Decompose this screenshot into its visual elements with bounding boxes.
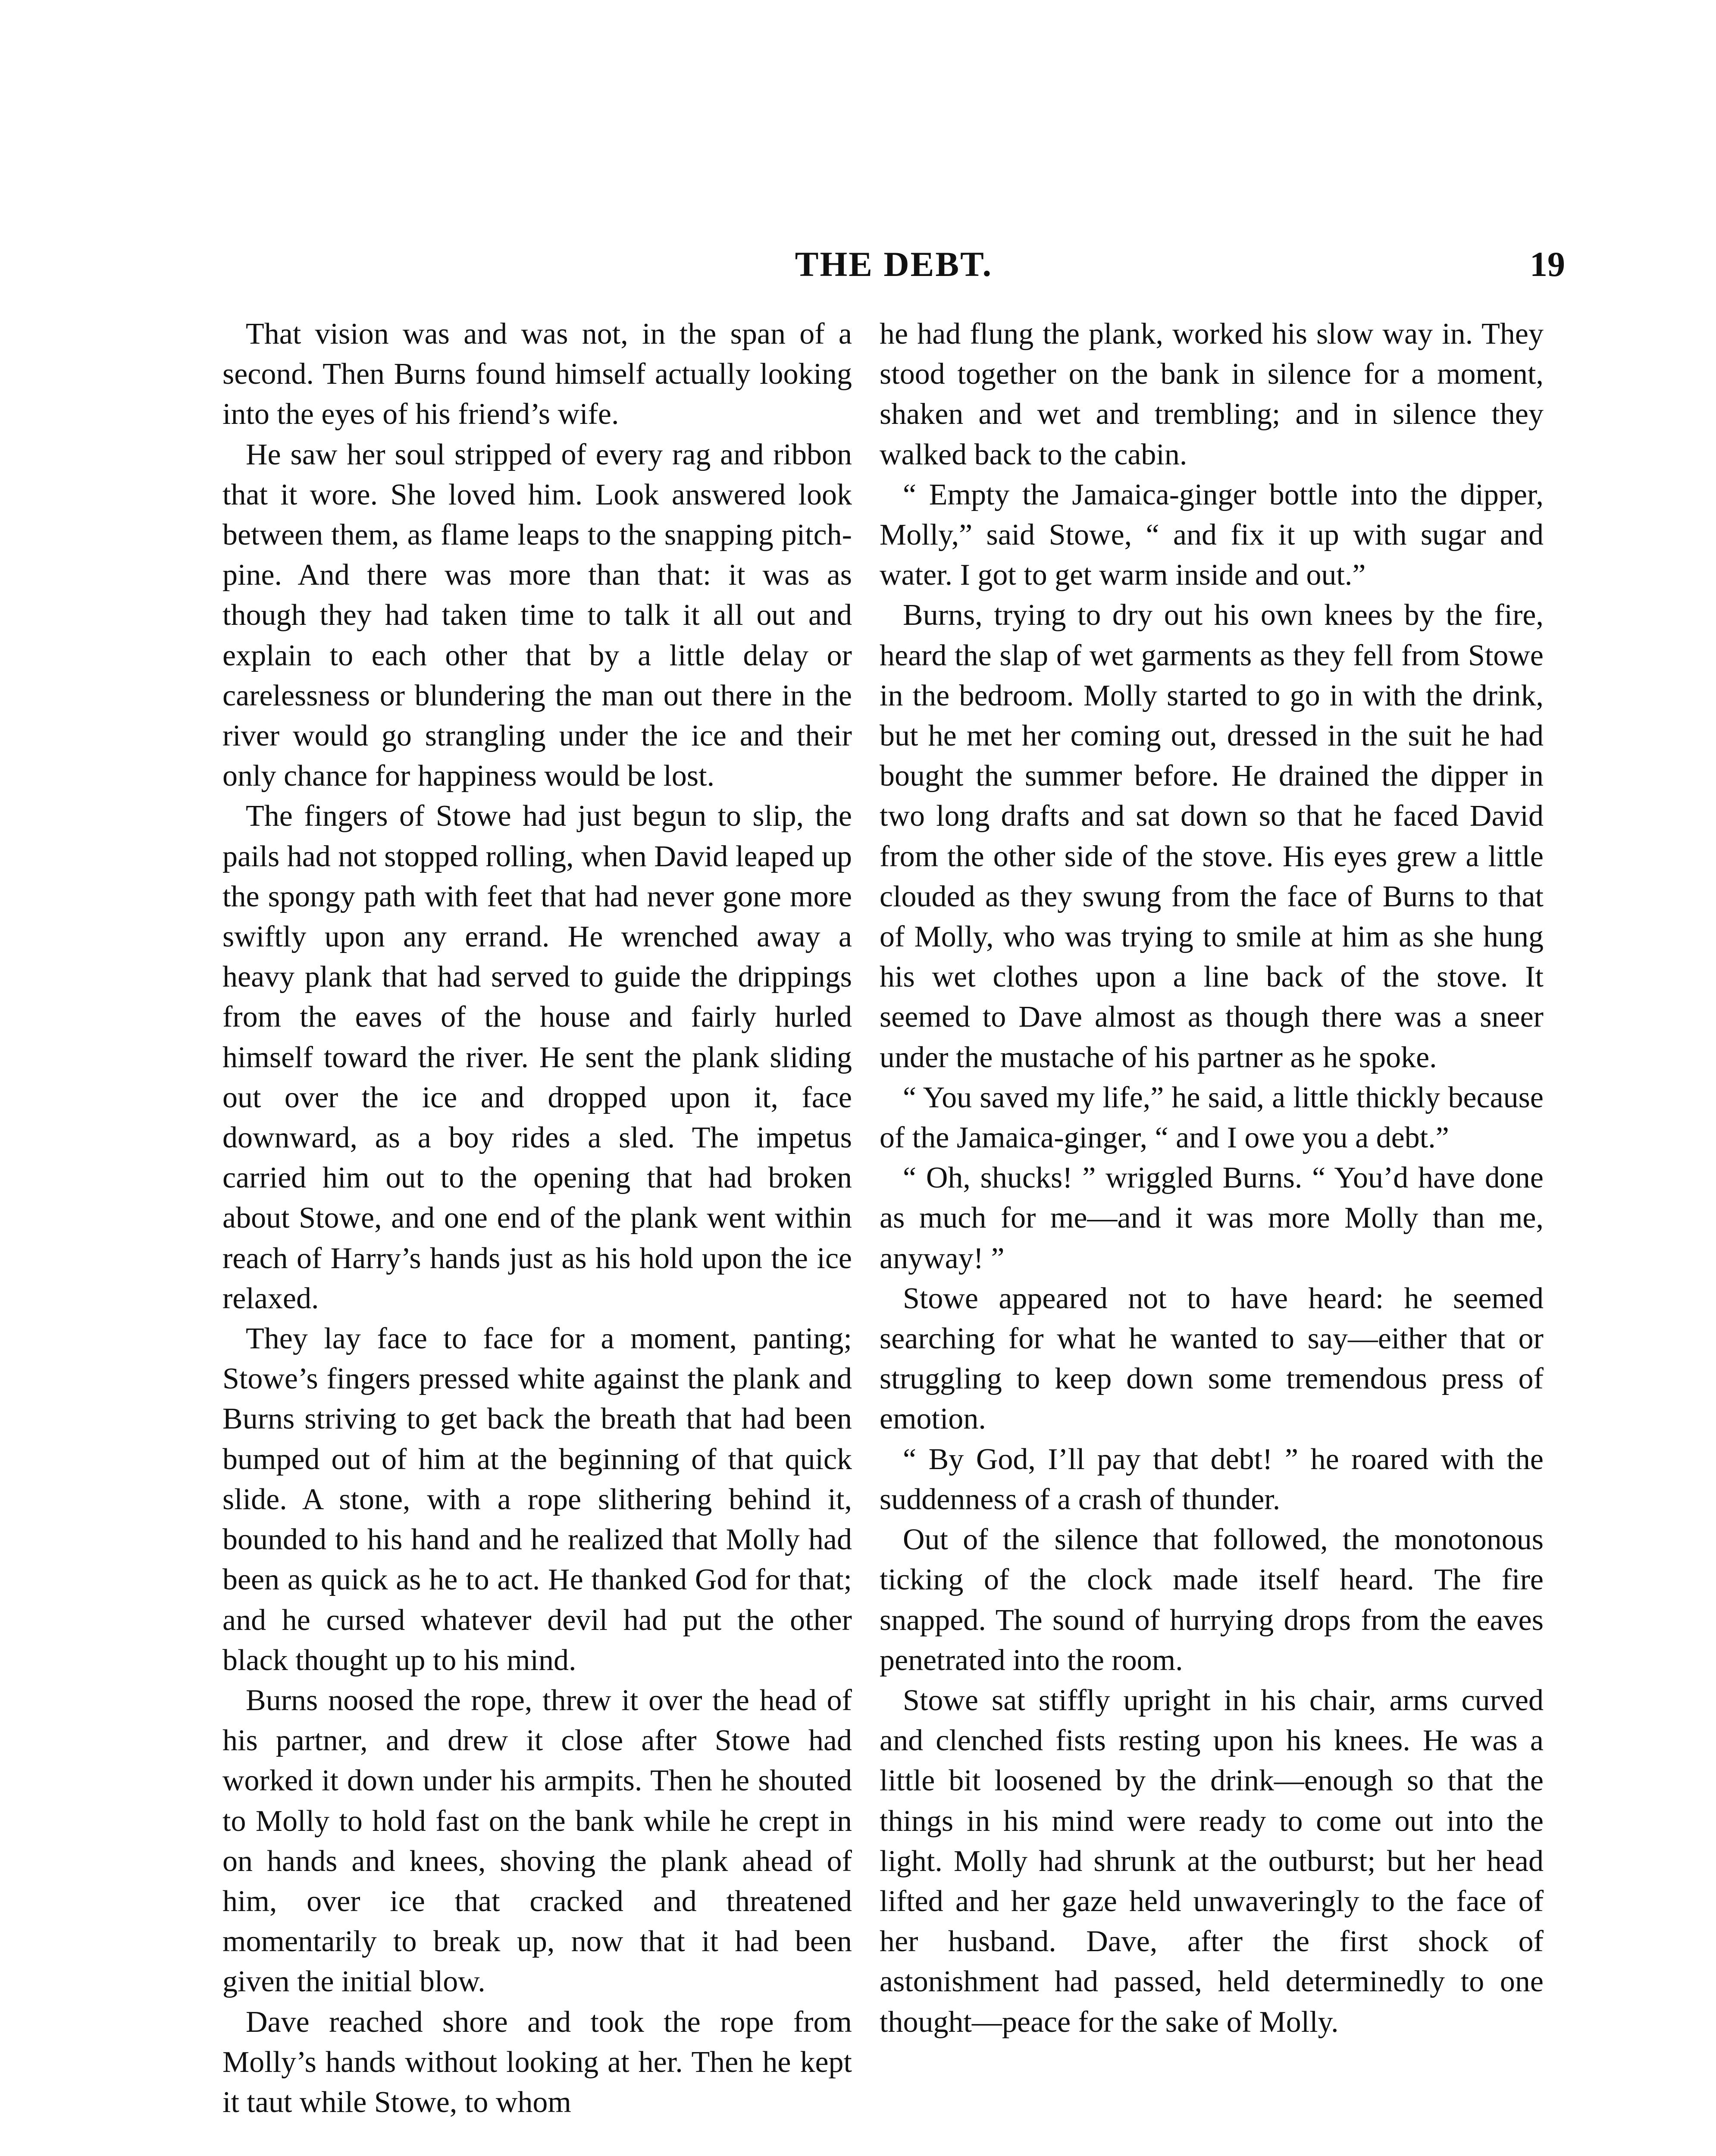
- paragraph: Stowe sat stiffly upright in his chair, arms curved and clenched fists resting upon his knees. He was a little bit loosened by the drink—enough so that the things in his mind were ready to come out into the light. Molly had shrunk at the outburst; but her head lifted and her gaze held unwaveringly to the face of her husband. Dave, after the first shock of astonishment had passed, held determinedly to one thought—peace for the sake of Molly.: [880, 1683, 1544, 2039]
- paragraph: That vision was and was not, in the span of a second. Then Burns found himself actually looking into the eyes of his friend’s wife.: [222, 317, 852, 431]
- running-title: THE DEBT.: [795, 244, 993, 284]
- paragraph-continued: he had flung the plank, worked his slow way in. They stood together on the bank in silence for a moment, shaken and wet and trembling; and in silence they walked back to the cabin.: [880, 317, 1544, 471]
- left-column: [222, 314, 852, 2122]
- paragraph: “ You saved my life,” he said, a little thickly because of the Jamaica-ginger, “ and I owe you a debt.”: [880, 1081, 1544, 1155]
- paragraph: They lay face to face for a moment, panting; Stowe’s fingers pressed white against the plank and Burns striving to get back the breath that had been bumped out of him at the beginning of that quick slide. A stone, with a rope slithering behind it, bounded to his hand and he realized that Molly had been as quick as he to act. He thanked God for that; and he cursed whatever devil had put the other black thought up to his mind.: [222, 1322, 852, 1677]
- paragraph: Burns, trying to dry out his own knees by the fire, heard the slap of wet garments as they fell from Stowe in the bedroom. Molly started to go in with the drink, but he met her coming out, dressed in the suit he had bought the summer before. He drained the dipper in two long drafts and sat down so that he faced David from the other side of the stove. His eyes grew a little clouded as they swung from the face of Burns to that of Molly, who was trying to smile at him as she hung his wet clothes upon a line back of the stove. It seemed to Dave almost as though there was a sneer under the mustache of his partner as he spoke.: [880, 599, 1544, 1074]
- paragraph: “ By God, I’ll pay that debt! ” he roared with the suddenness of a crash of thunder.: [880, 1442, 1544, 1516]
- paragraph: Stowe appeared not to have heard: he seemed searching for what he wanted to say—either that or struggling to keep down some tremendous press of emotion.: [880, 1282, 1544, 1436]
- page-header: [222, 244, 1565, 296]
- paragraph: The fingers of Stowe had just begun to slip, the pails had not stopped rolling, when David leaped up the spongy path with feet that had never gone more swiftly upon any errand. He wrenched away a heavy plank that had served to guide the drippings from the eaves of the house and fairly hurled himself toward the river. He sent the plank sliding out over the ice and dropped upon it, face downward, as a boy rides a sled. The impetus carried him out to the opening that had broken about Stowe, and one end of the plank went within reach of Harry’s hands just as his hold upon the ice relaxed.: [222, 799, 852, 1315]
- paragraph: Burns noosed the rope, threw it over the head of his partner, and drew it close after Stowe had worked it down under his armpits. Then he shouted to Molly to hold fast on the bank while he crept in on hands and knees, shoving the plank ahead of him, over ice that cracked and threatened momentarily to break up, now that it had been given the initial blow.: [222, 1683, 852, 1999]
- paragraph: “ Empty the Jamaica-ginger bottle into the dipper, Molly,” said Stowe, “ and fix it up with sugar and water. I got to get warm inside and out.”: [880, 478, 1544, 592]
- page-number: 19: [1530, 244, 1565, 284]
- right-column: [880, 314, 1544, 2042]
- paragraph: “ Oh, shucks! ” wriggled Burns. “ You’d have done as much for me—and it was more Molly than me, anyway! ”: [880, 1161, 1544, 1275]
- paragraph: He saw her soul stripped of every rag and ribbon that it wore. She loved him. Look answered look between them, as flame leaps to the snapping pitch-pine. And there was more than that: it was as though they had taken time to talk it all out and explain to each other that by a little delay or carelessness or blundering the man out there in the river would go strangling under the ice and their only chance for happiness would be lost.: [222, 438, 852, 793]
- paragraph: Dave reached shore and took the rope from Molly’s hands without looking at her. Then he kept it taut while Stowe, to whom: [222, 2005, 852, 2119]
- paragraph: Out of the silence that followed, the monotonous ticking of the clock made itself heard. The fire snapped. The sound of hurrying drops from the eaves penetrated into the room.: [880, 1523, 1544, 1677]
